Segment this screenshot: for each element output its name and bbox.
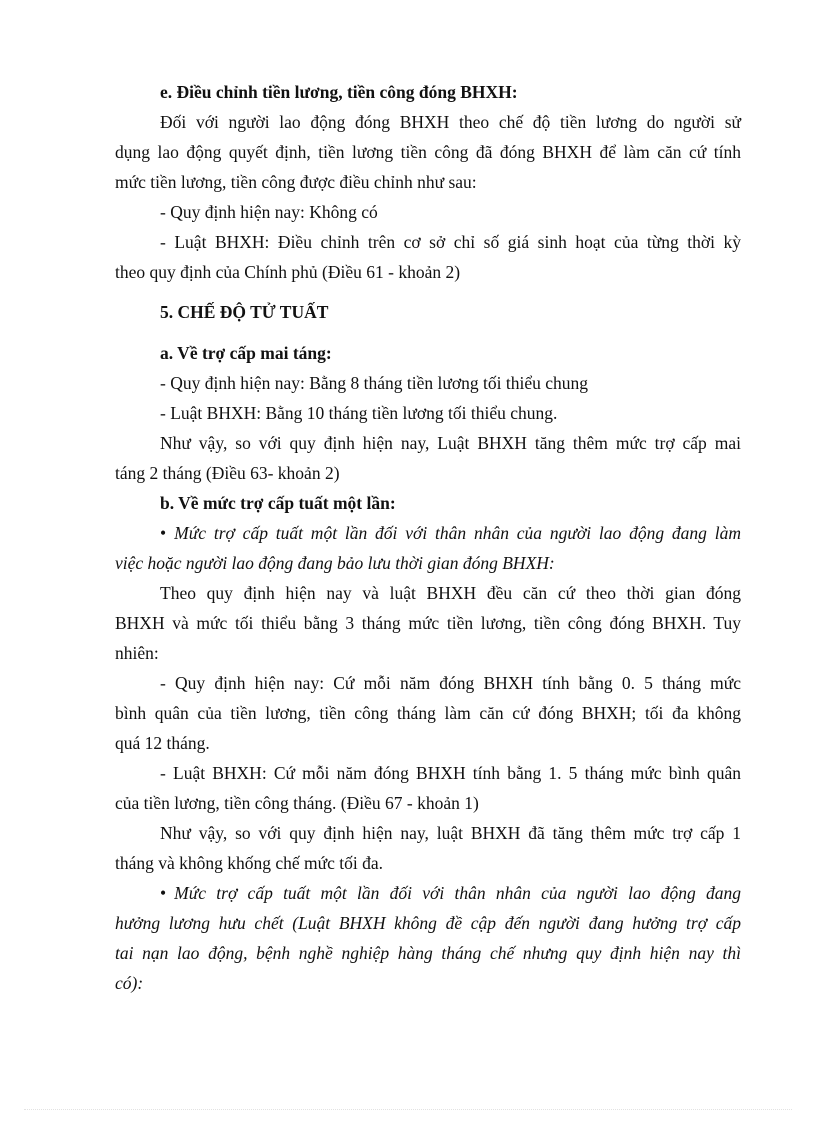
paragraph-line: BHXH và mức tối thiểu bằng 3 tháng mức tiền lương, tiền công đóng BHXH. Tuy bbox=[115, 613, 741, 633]
paragraph-line: theo quy định của Chính phủ (Điều 61 - khoản 2) bbox=[115, 262, 461, 282]
paragraph-line: dụng lao động quyết định, tiền lương tiền công đã đóng BHXH để làm căn cứ tính bbox=[115, 142, 741, 162]
list-item: - Quy định hiện nay: Không có bbox=[160, 202, 378, 222]
paragraph-line: Theo quy định hiện nay và luật BHXH đều căn cứ theo thời gian đóng bbox=[160, 583, 741, 603]
section-heading-5: 5. CHẾ ĐỘ TỬ TUẤT bbox=[160, 302, 329, 322]
bullet-icon: • bbox=[160, 883, 167, 903]
list-item: - Luật BHXH: Điều chỉnh trên cơ sở chỉ số giá sinh hoạt của từng thời kỳ bbox=[160, 232, 741, 252]
bullet-text: Mức trợ cấp tuất một lần đối với thân nhân của người lao động đang làm bbox=[174, 523, 741, 543]
paragraph-line: Đối với người lao động đóng BHXH theo chế độ tiền lương do người sử bbox=[160, 112, 741, 132]
paragraph-line: mức tiền lương, tiền công được điều chỉnh như sau: bbox=[115, 172, 477, 192]
paragraph-line: Như vậy, so với quy định hiện nay, Luật BHXH tăng thêm mức trợ cấp mai bbox=[160, 433, 741, 453]
paragraph-line: nhiên: bbox=[115, 643, 159, 663]
paragraph-line: của tiền lương, tiền công tháng. (Điều 67 - khoản 1) bbox=[115, 793, 479, 813]
paragraph-line: bình quân của tiền lương, tiền công tháng làm căn cứ đóng BHXH; tối đa không bbox=[115, 703, 741, 723]
paragraph-line: tai nạn lao động, bệnh nghề nghiệp hàng tháng chế nhưng quy định hiện nay thì bbox=[115, 943, 741, 963]
paragraph-line: có): bbox=[115, 973, 144, 993]
list-item: - Luật BHXH: Bằng 10 tháng tiền lương tối thiểu chung. bbox=[160, 403, 558, 423]
section-heading-e: e. Điều chỉnh tiền lương, tiền công đóng BHXH: bbox=[160, 82, 518, 102]
paragraph-line: quá 12 tháng. bbox=[115, 733, 210, 753]
bullet-text: Mức trợ cấp tuất một lần đối với thân nhân của người lao động đang bbox=[174, 883, 741, 903]
list-item: - Quy định hiện nay: Cứ mỗi năm đóng BHXH tính bằng 0. 5 tháng mức bbox=[160, 673, 741, 693]
paragraph-line: việc hoặc người lao động đang bảo lưu thời gian đóng BHXH: bbox=[115, 553, 555, 573]
section-heading-b: b. Về mức trợ cấp tuất một lần: bbox=[160, 493, 396, 513]
page-bottom-rule bbox=[24, 1109, 792, 1110]
paragraph-line: táng 2 tháng (Điều 63- khoản 2) bbox=[115, 463, 340, 483]
paragraph-line: tháng và không khống chế mức tối đa. bbox=[115, 853, 384, 873]
list-item: - Luật BHXH: Cứ mỗi năm đóng BHXH tính bằng 1. 5 tháng mức bình quân bbox=[160, 763, 741, 783]
bullet-item bbox=[160, 522, 741, 544]
list-item: - Quy định hiện nay: Bằng 8 tháng tiền lương tối thiểu chung bbox=[160, 373, 588, 393]
bullet-icon: • bbox=[160, 523, 167, 543]
paragraph-line: Như vậy, so với quy định hiện nay, luật BHXH đã tăng thêm mức trợ cấp 1 bbox=[160, 823, 741, 843]
section-heading-a: a. Về trợ cấp mai táng: bbox=[160, 343, 332, 363]
paragraph-line: hưởng lương hưu chết (Luật BHXH không đề cập đến người đang hưởng trợ cấp bbox=[115, 913, 741, 933]
bullet-item bbox=[160, 882, 741, 904]
